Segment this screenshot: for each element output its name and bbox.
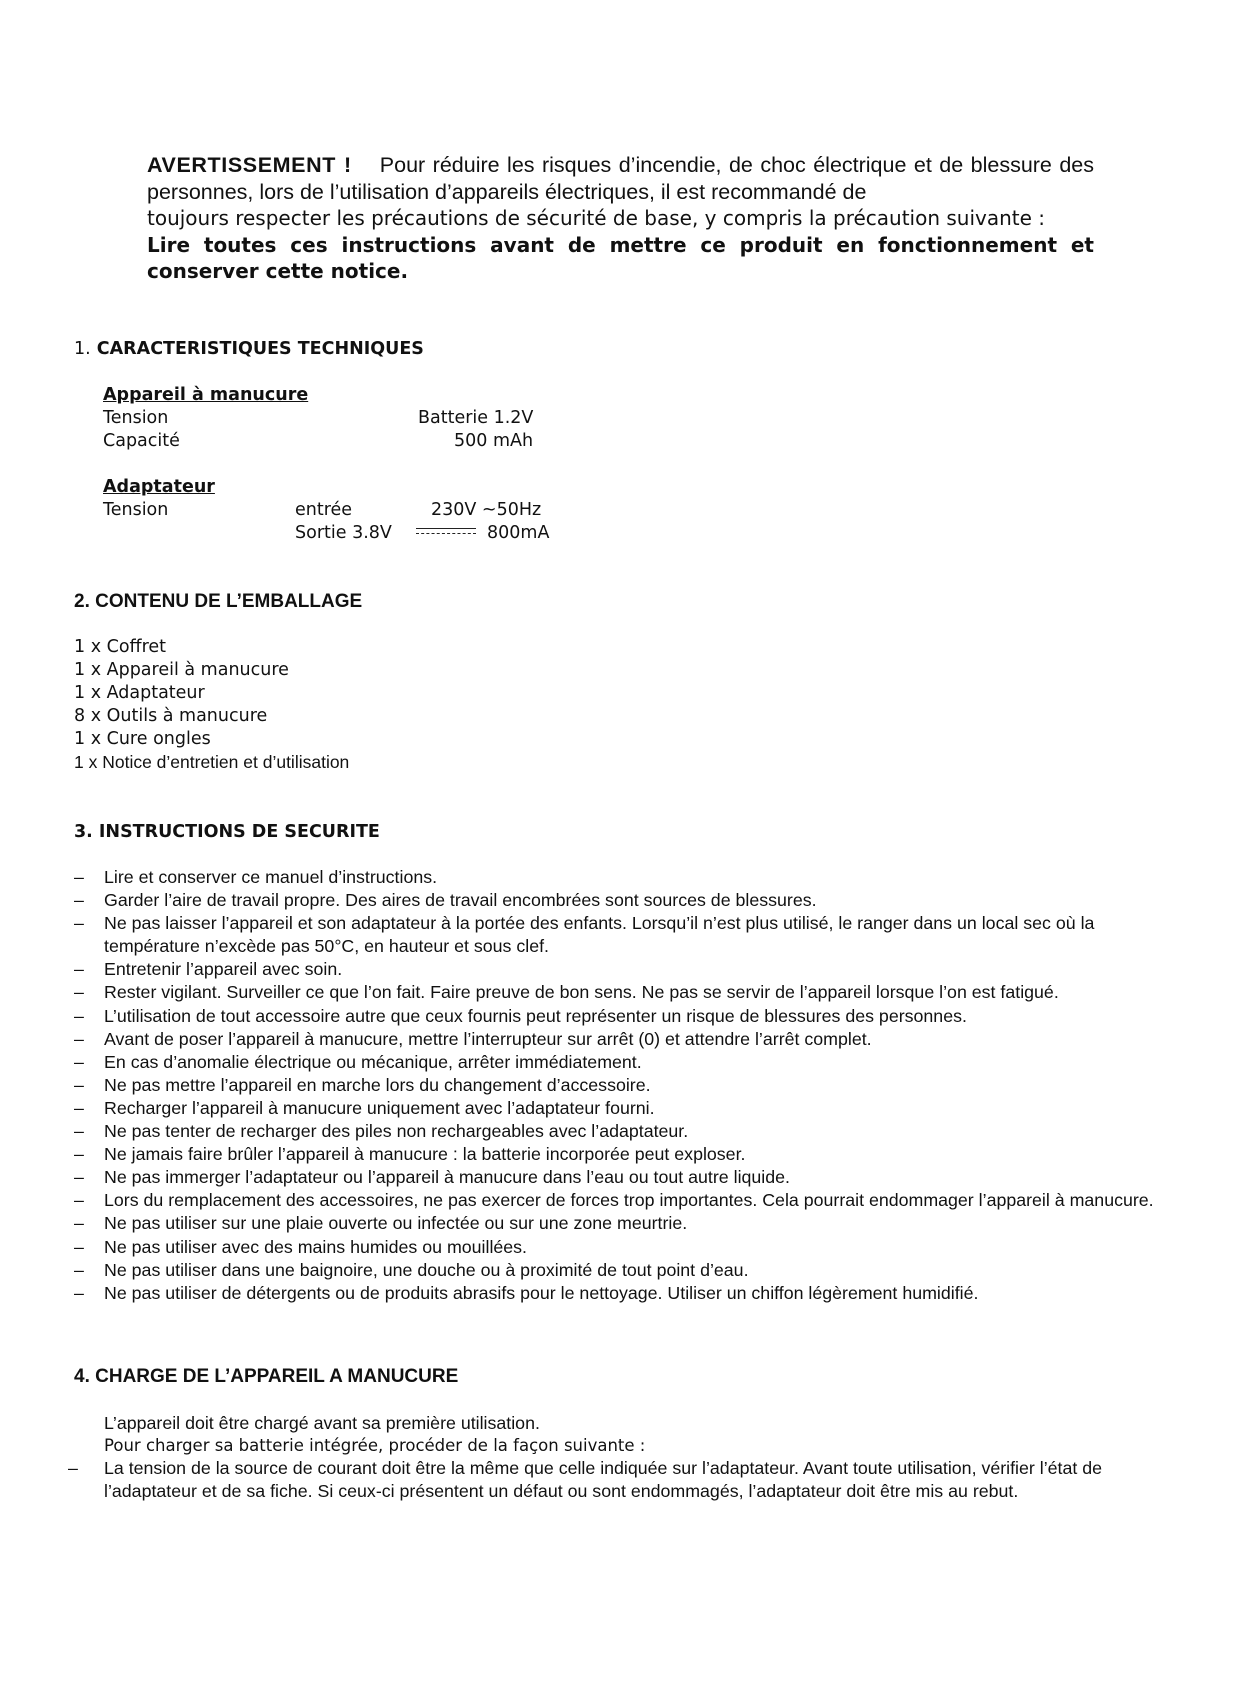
list-item (74, 1097, 1166, 1120)
list-item-text: En cas d’anomalie électrique ou mécanique, arrêter immédiatement. (104, 1051, 642, 1072)
list-item (74, 889, 1166, 912)
output-label: Sortie 3.8V (295, 523, 392, 543)
spec-value: Batterie 1.2V (418, 408, 534, 428)
charging-instructions (68, 1412, 1166, 1502)
list-item (74, 1166, 1166, 1189)
list-item-text: Ne pas utiliser dans une baignoire, une douche ou à proximité de tout point d’eau. (104, 1259, 749, 1280)
list-item (74, 1212, 1166, 1235)
charge-paragraph: L’appareil doit être chargé avant sa première utilisation. (104, 1413, 540, 1433)
section-2-heading: 2. CONTENU DE L’EMBALLAGE (74, 591, 363, 612)
dash-bullet: – (74, 913, 84, 934)
warning-title: AVERTISSEMENT ! (147, 153, 352, 177)
section-3-heading: 3. INSTRUCTIONS DE SECURITE (74, 822, 380, 842)
dash-bullet: – (74, 1097, 84, 1118)
input-value: 230V ~50Hz (431, 500, 542, 520)
dash-bullet: – (74, 1236, 84, 1257)
list-item-text: Ne pas utiliser de détergents ou de produits abrasifs pour le nettoyage. Utiliser un chiffon légèrement humidifié. (104, 1282, 979, 1303)
charge-paragraph: Pour charger sa batterie intégrée, procéder de la façon suivante : (104, 1435, 646, 1455)
list-item (74, 1236, 1166, 1259)
dash-bullet: – (74, 1144, 84, 1165)
list-item (74, 1005, 1166, 1028)
safety-instructions-list (74, 866, 1166, 1305)
list-item (74, 912, 1166, 958)
dash-bullet: – (74, 1121, 84, 1142)
list-item-text: Ne pas mettre l’appareil en marche lors du changement d’accessoire. (104, 1074, 651, 1095)
warning-text-continued: toujours respecter les précautions de sécurité de base, y compris la précaution suivante : (147, 206, 1046, 230)
section-4-heading: 4. CHARGE DE L’APPAREIL A MANUCURE (74, 1366, 459, 1387)
list-item-text: Recharger l’appareil à manucure uniquement avec l’adaptateur fourni. (104, 1097, 655, 1118)
dash-bullet: – (74, 1282, 84, 1303)
spec-label: Tension (103, 500, 169, 520)
dash-bullet: – (74, 1005, 84, 1026)
package-contents-list (74, 636, 349, 774)
list-item (74, 958, 1166, 981)
list-item-text: Ne pas tenter de recharger des piles non rechargeables avec l’adaptateur. (104, 1121, 689, 1142)
list-item (74, 1143, 1166, 1166)
list-item-text: Rester vigilant. Surveiller ce que l’on fait. Faire preuve de bon sens. Ne pas se servir de l’appareil lorsque l’on est fatigué. (104, 982, 1059, 1003)
list-item-text: Garder l’aire de travail propre. Des aires de travail encombrées sont sources de blessures. (104, 890, 817, 911)
list-item (74, 981, 1166, 1004)
adapter-heading: Adaptateur (103, 477, 215, 497)
list-item (74, 1282, 1166, 1305)
dc-symbol-icon (416, 528, 476, 538)
section-1-number: 1. (74, 339, 91, 359)
dash-bullet: – (74, 982, 84, 1003)
list-item (74, 1074, 1166, 1097)
list-item: 8 x Outils à manucure (74, 706, 268, 726)
list-item-text: Lors du remplacement des accessoires, ne pas exercer de forces trop importantes. Cela pourrait endommager l’appareil à manucure. (104, 1190, 1154, 1211)
list-item-text: Lire et conserver ce manuel d’instructions. (104, 867, 438, 887)
list-item-text: La tension de la source de courant doit être la même que celle indiquée sur l’adaptateur. Avant toute utilisation, vérifier l’état de l’adaptateur et de sa fiche. Si ceux-ci présentent un défaut ou sont endommagés, l’adaptateur doit être mis au rebut. (104, 1458, 1103, 1501)
input-label: entrée (295, 500, 353, 520)
list-item-text: Ne pas utiliser sur une plaie ouverte ou infectée ou sur une zone meurtrie. (104, 1213, 688, 1234)
list-item-text: Entretenir l’appareil avec soin. (104, 959, 343, 980)
device-heading: Appareil à manucure (103, 385, 309, 405)
dash-bullet: – (74, 1074, 84, 1095)
dash-bullet: – (74, 1167, 84, 1188)
section-1-title: CARACTERISTIQUES TECHNIQUES (96, 339, 424, 359)
list-item: 1 x Cure ongles (74, 729, 211, 749)
list-item (74, 866, 1166, 889)
dash-bullet: – (74, 1190, 84, 1211)
list-item-text: Ne pas immerger l’adaptateur ou l’appareil à manucure dans l’eau ou tout autre liquide. (104, 1167, 790, 1188)
list-item-text: Ne pas utiliser avec des mains humides ou mouillées. (104, 1236, 527, 1257)
warning-instruction: Lire toutes ces instructions avant de mettre ce produit en fonctionnement et (147, 232, 1094, 257)
warning-block (147, 152, 1094, 285)
output-value: 800mA (487, 523, 550, 543)
list-item-text: L’utilisation de tout accessoire autre que ceux fournis peut représenter un risque de blessures des personnes. (104, 1005, 967, 1026)
dash-bullet: – (74, 1259, 84, 1280)
warning-text: Pour réduire les risques d’incendie, de choc électrique et de blessure des personnes, lors de l’utilisation d’appareils électriques, il est recommandé de (147, 153, 1095, 204)
list-item-text: Ne jamais faire brûler l’appareil à manucure : la batterie incorporée peut exploser. (104, 1144, 746, 1165)
list-item (74, 1189, 1166, 1212)
list-item-text: Avant de poser l’appareil à manucure, mettre l’interrupteur sur arrêt (0) et attendre l’arrêt complet. (104, 1028, 872, 1049)
list-item (74, 1120, 1166, 1143)
dash-bullet: – (74, 890, 84, 911)
section-1-heading (74, 339, 424, 359)
dash-bullet: – (68, 1458, 78, 1478)
dash-bullet: – (74, 1028, 84, 1049)
list-item-text: Ne pas laisser l’appareil et son adaptateur à la portée des enfants. Lorsqu’il n’est plus utilisé, le ranger dans un local sec où la température n’excède pas 50°C, en hauteur et sous clef. (104, 913, 1095, 957)
list-item (74, 1028, 1166, 1051)
list-item: 1 x Coffret (74, 637, 167, 657)
list-item (74, 1259, 1166, 1282)
list-item (74, 1051, 1166, 1074)
dash-bullet: – (74, 1051, 84, 1072)
spec-label: Capacité (103, 431, 180, 451)
list-item (68, 1457, 1166, 1502)
spec-value: 500 mAh (454, 431, 534, 451)
list-item: 1 x Notice d’entretien et d’utilisation (74, 752, 350, 772)
dash-bullet: – (74, 867, 84, 887)
dash-bullet: – (74, 959, 84, 980)
dash-bullet: – (74, 1213, 84, 1234)
list-item: 1 x Appareil à manucure (74, 660, 289, 680)
warning-paragraph (147, 152, 1094, 205)
spec-label: Tension (103, 408, 169, 428)
warning-instruction-end: conserver cette notice. (147, 259, 409, 283)
list-item: 1 x Adaptateur (74, 683, 205, 703)
